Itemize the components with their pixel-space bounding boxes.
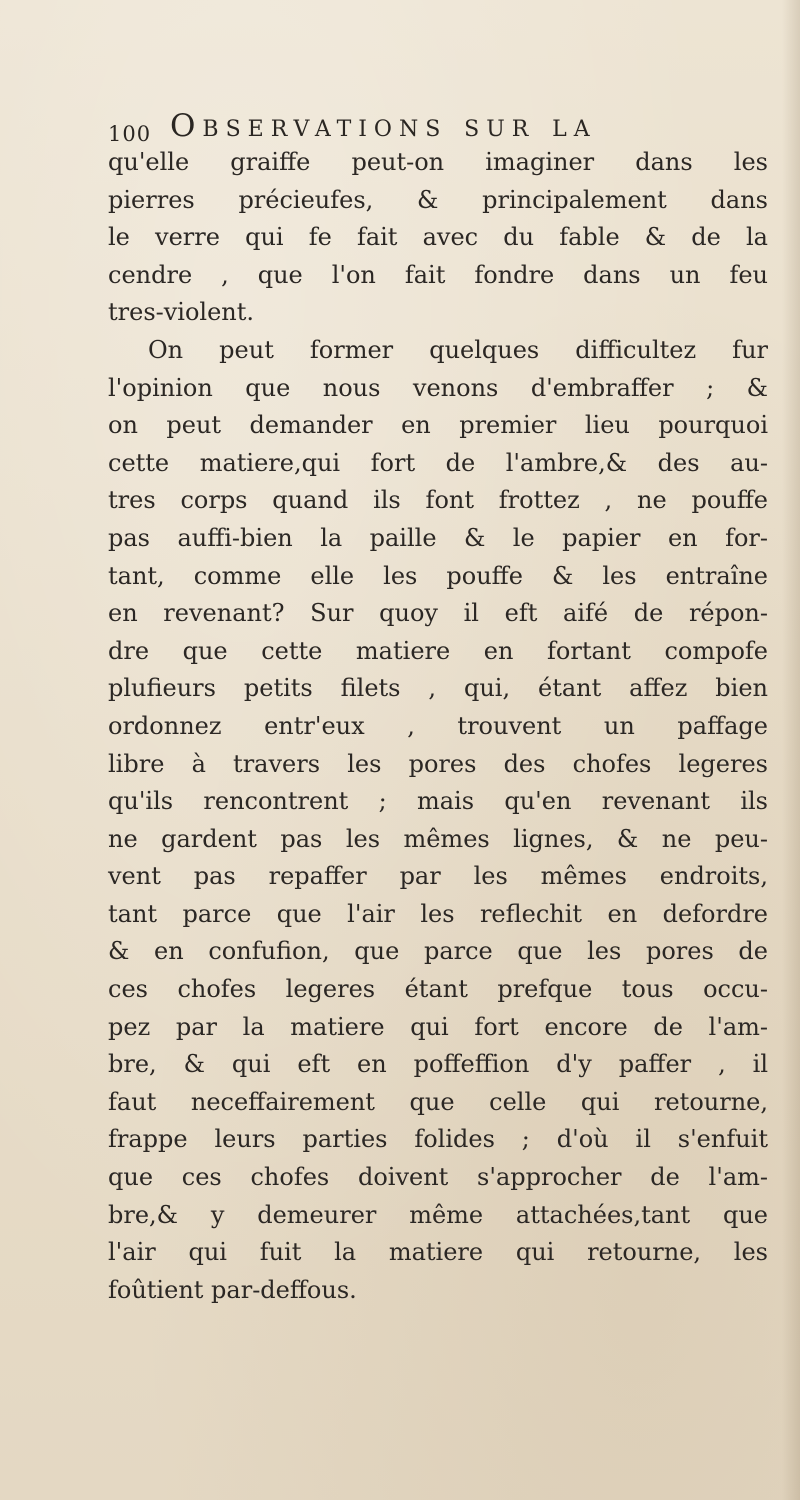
page-number: 100 [108, 122, 152, 146]
text-line: qu'elle graiffe peut-on imaginer dans les [108, 148, 768, 176]
text-line: cendre , que l'on fait fondre dans un feu [108, 260, 768, 289]
text-line: dre que cette matiere en fortant compofe [108, 636, 768, 665]
text-line: que ces chofes doivent s'approcher de l'am- [108, 1163, 768, 1192]
page-edge-shadow [782, 0, 800, 1500]
text-line: cette matiere,qui fort de l'ambre,& des au- [108, 448, 768, 477]
text-line: & en confufion, que parce que les pores de [108, 937, 768, 966]
text-line: le verre qui fe fait avec du fable & de la [108, 223, 768, 252]
text-line: libre à travers les pores des chofes legeres [108, 749, 768, 778]
running-head [108, 108, 708, 148]
text-line: tres corps quand ils font frottez , ne pouffe [108, 486, 768, 515]
text-line: faut neceffairement que celle qui retourne, [108, 1087, 768, 1116]
text-line: tres-violent. [108, 298, 255, 327]
text-line: vent pas repaffer par les mêmes endroits, [108, 862, 768, 891]
text-line: bre,& y demeurer même attachées,tant que [108, 1200, 768, 1229]
paragraph-2 [108, 332, 768, 1309]
body-text [108, 144, 768, 1309]
text-line: qu'ils rencontrent ; mais qu'en revenant ils [108, 787, 768, 816]
text-line: on peut demander en premier lieu pourquoi [108, 411, 768, 440]
text-line: l'opinion que nous venons d'embraffer ; & [108, 373, 768, 402]
text-line: ne gardent pas les mêmes lignes, & ne peu- [108, 824, 768, 853]
text-line: pierres précieufes, & principalement dans [108, 185, 768, 214]
text-line: tant, comme elle les pouffe & les entraîne [108, 561, 768, 590]
text-line: pez par la matiere qui fort encore de l'am- [108, 1012, 768, 1041]
text-line: plufieurs petits filets , qui, étant affez bien [108, 674, 768, 703]
text-line: foûtient par-deffous. [108, 1275, 357, 1304]
text-line: On peut former quelques difficultez fur [148, 335, 768, 364]
running-title: Observations sur la [170, 108, 597, 144]
text-line: pas auffi-bien la paille & le papier en for- [108, 523, 768, 552]
text-line: frappe leurs parties folides ; d'où il s'enfuit [108, 1125, 768, 1154]
paragraph-1 [108, 144, 768, 332]
text-line: en revenant? Sur quoy il eft aifé de répon- [108, 599, 768, 628]
text-line: bre, & qui eft en poffeffion d'y paffer , il [108, 1050, 768, 1079]
text-line: ces chofes legeres étant prefque tous occu- [108, 975, 768, 1004]
text-line: l'air qui fuit la matiere qui retourne, les [108, 1238, 768, 1267]
text-line: ordonnez entr'eux , trouvent un paffage [108, 711, 768, 740]
text-line: tant parce que l'air les reflechit en defordre [108, 899, 768, 928]
